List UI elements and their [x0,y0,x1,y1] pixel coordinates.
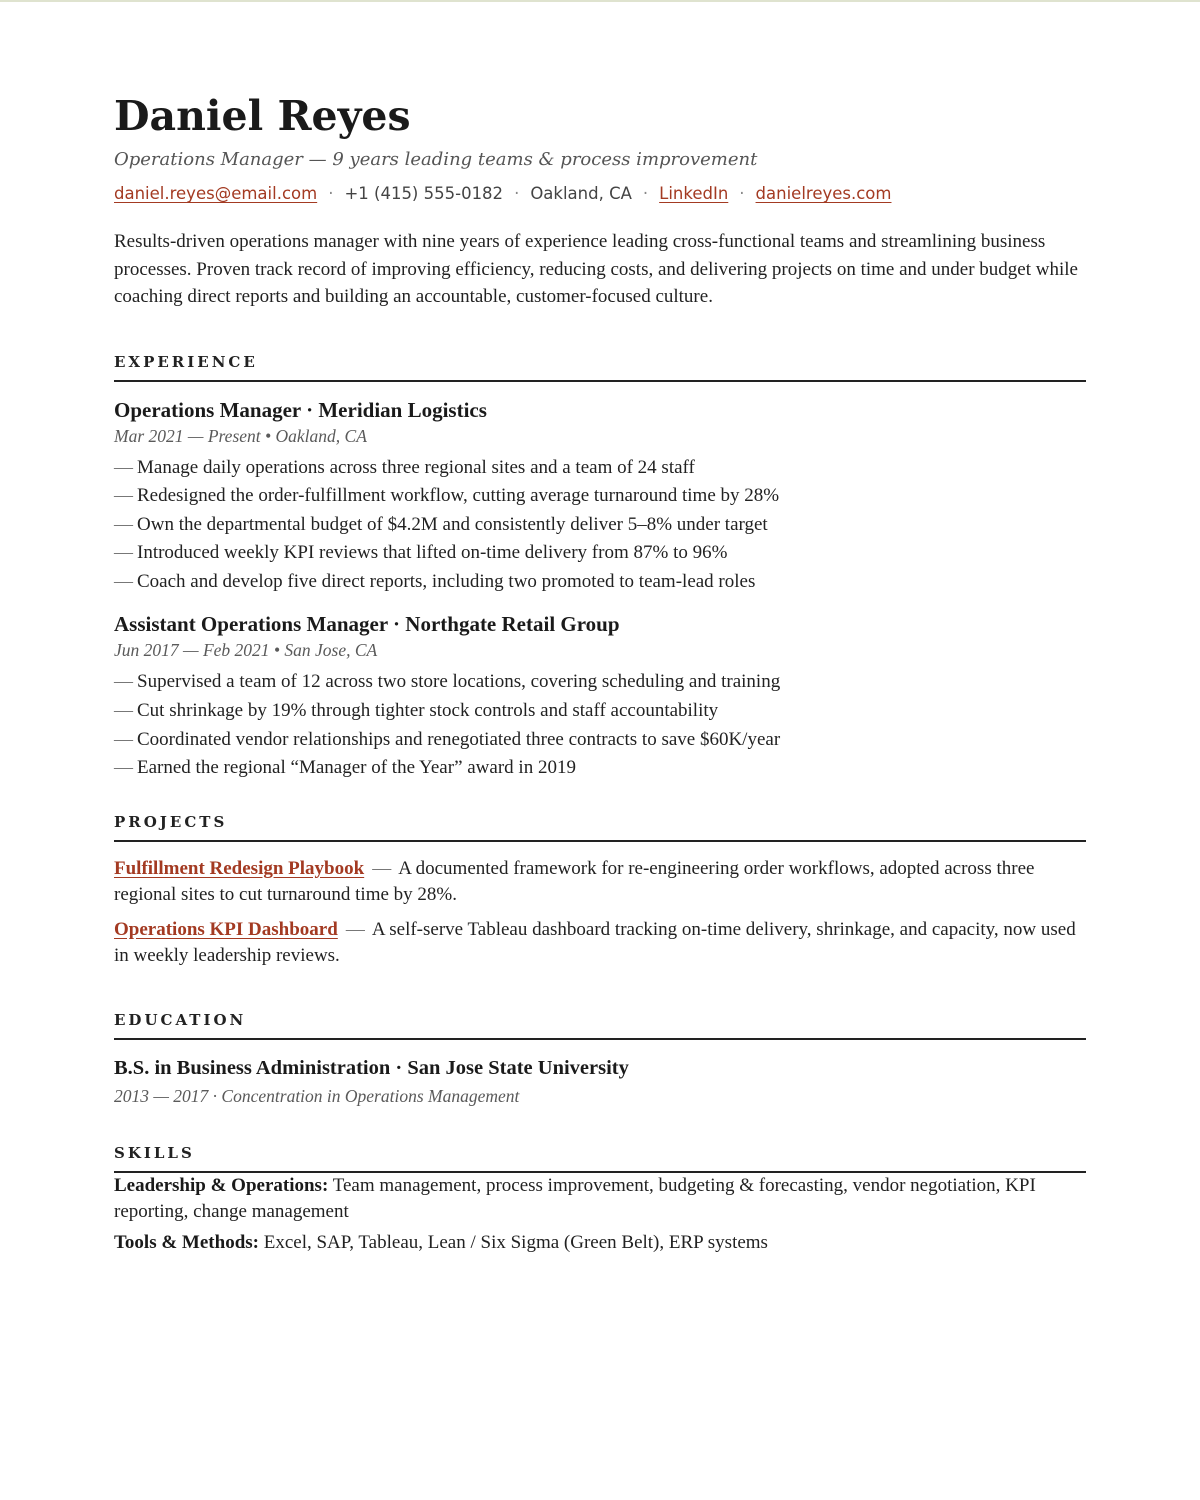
contact-line [114,182,1086,206]
job-entry [114,610,1086,782]
skill-label: Leadership & Operations: [114,1174,329,1196]
bullet-item [114,697,1086,726]
skills-heading: SKILLS [114,1144,1086,1173]
contact-separator: · [642,184,649,203]
dash-marker: — [114,757,133,779]
job-title: Operations Manager · Meridian Logistics [114,397,487,422]
headline-tagline: Operations Manager — 9 years leading teams & process improvement [114,149,758,170]
bullet-text: Coordinated vendor relationships and renegotiated three contracts to save $60K/year [137,728,781,750]
project-description: A documented framework for re-engineering order workflows, adopted across three regional sites to cut turnaround time by 28%. [114,857,1035,905]
skill-value: Team management, process improvement, budgeting & forecasting, vendor negotiation, KPI reporting, change management [114,1174,1036,1223]
bullet-text: Supervised a team of 12 across two store locations, covering scheduling and training [137,671,781,693]
job-meta: Jun 2017 — Feb 2021 • San Jose, CA [114,640,378,661]
contact-separator: · [739,184,745,203]
dash-marker: — [114,700,133,722]
bullet-item [114,539,1086,568]
job-title: Assistant Operations Manager · Northgate Retail Group [114,612,620,637]
project-entry [114,917,1086,969]
project-description: A self-serve Tableau dashboard tracking on-time delivery, shrinkage, and capacity, now used in weekly leadership reviews. [114,918,1076,966]
dash-marker: — [114,671,133,693]
job-meta: Mar 2021 — Present • Oakland, CA [114,425,367,446]
website-link[interactable]: danielreyes.com [755,184,892,203]
skill-row [114,1230,1086,1257]
project-entry [114,856,1086,908]
bullet-item [114,568,1086,597]
linkedin-link[interactable]: LinkedIn [659,184,729,203]
projects-heading: PROJECTS [114,813,1086,842]
dash-marker: — [114,728,133,750]
education-heading: EDUCATION [114,1011,1086,1040]
skill-row [114,1173,1086,1226]
resume-page [0,2,1200,1256]
degree-title: B.S. in Business Administration · San Jose State University [114,1056,629,1079]
bullet-text: Introduced weekly KPI reviews that lifted on-time delivery from 87% to 96% [137,542,728,564]
bullet-item [114,482,1086,511]
bullet-text: Coach and develop five direct reports, including two promoted to team-lead roles [137,570,756,592]
bullet-text: Manage daily operations across three regional sites and a team of 24 staff [137,456,695,478]
dash-marker: — [114,513,133,535]
experience-heading: EXPERIENCE [114,353,1086,382]
job-bullets [114,454,1086,597]
bullet-text: Earned the regional “Manager of the Year” award in 2019 [137,757,576,779]
bullet-text: Redesigned the order-fulfillment workflow, cutting average turnaround time by 28% [137,485,780,507]
phone-number: +1 (415) 555-0182 [344,184,504,203]
dash-marker: — [114,542,133,564]
dash-marker: — [114,570,133,592]
bullet-text: Own the departmental budget of $4.2M and consistently deliver 5–8% under target [137,513,768,535]
contact-separator: · [514,184,520,203]
dash-marker: — [114,485,133,507]
skill-value: Excel, SAP, Tableau, Lean / Six Sigma (Green Belt), ERP systems [263,1231,768,1253]
location-text: Oakland, CA [530,184,632,203]
project-link[interactable]: Fulfillment Redesign Playbook [114,857,365,879]
bullet-item [114,754,1086,783]
bullet-item [114,454,1086,483]
email-link[interactable]: daniel.reyes@email.com [114,184,318,203]
skill-label: Tools & Methods: [114,1231,259,1253]
contact-separator: · [328,184,334,203]
bullet-item [114,511,1086,540]
bullet-item [114,726,1086,755]
dash-marker: — [114,456,133,478]
project-separator: — [345,918,365,940]
job-bullets [114,668,1086,782]
summary-paragraph: Results-driven operations manager with nine years of experience leading cross-functional teams and streamlining business processes. Proven track record of improving efficiency, reducing costs, and delivering projects on time and under budget while coaching direct reports and building an accountable, customer-focused culture. [114,231,1078,307]
project-link[interactable]: Operations KPI Dashboard [114,918,338,940]
job-entry [114,396,1086,597]
project-separator: — [372,857,392,879]
bullet-item [114,668,1086,697]
bullet-text: Cut shrinkage by 19% through tighter stock controls and staff accountability [137,700,719,722]
candidate-name: Daniel Reyes [114,92,411,140]
degree-meta: 2013 — 2017 · Concentration in Operations Management [114,1085,520,1106]
